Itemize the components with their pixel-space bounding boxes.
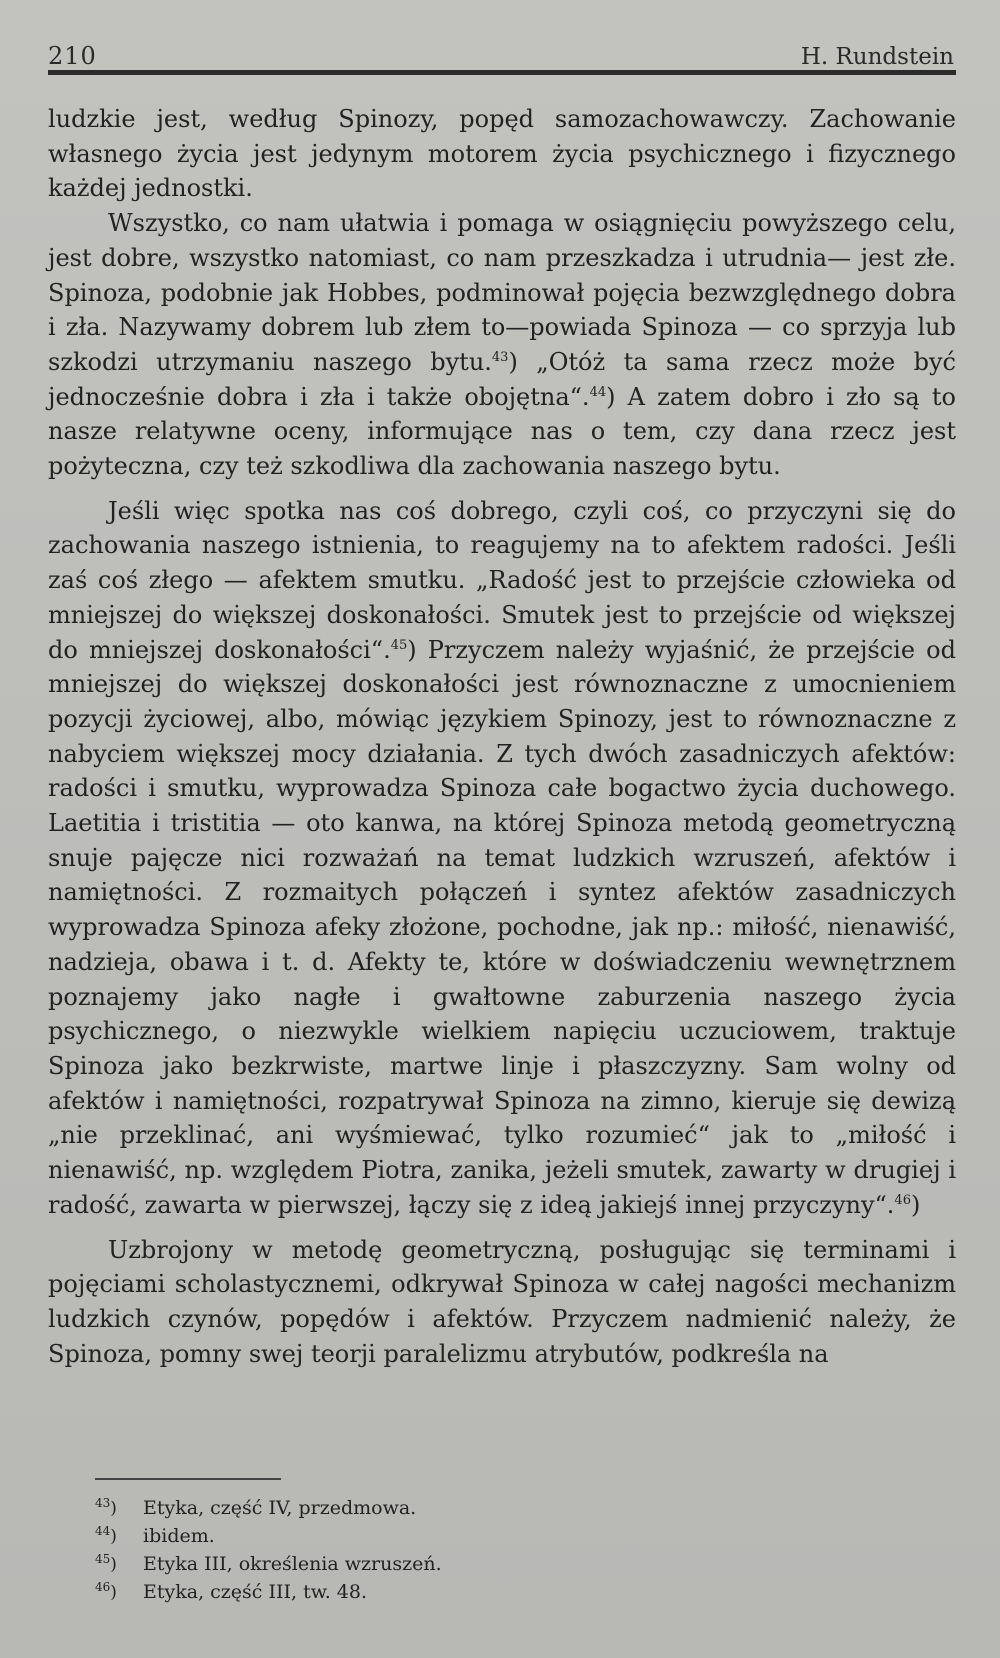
footnote-reference: 46	[894, 1192, 911, 1208]
footnote-marker: $^{43}$)	[95, 1496, 117, 1519]
footnote-reference: 45	[390, 637, 408, 653]
paragraph-text: Wszystko, co nam ułatwia i pomaga w osiągnięciu powyższego celu, jest dobre, wszystko natomiast, co nam przeszkadza i utrudnia— jest złe. Spinoza, podobnie jak Hobbes, podminował pojęcia bezwzględnego dobra i zła. Nazywamy dobrem lub złem to—powiada Spinoza — co sprzyja lub szkodzi utrzymaniu naszego bytu.	[48, 209, 956, 376]
paragraph-2	[48, 206, 956, 484]
paragraph-text: ) Przyczem należy wyjaśnić, że przejście od mniejszej do większej doskonałości jest równoznaczne z umocnieniem pozycji życiowej, albo, mówiąc językiem Spinozy, jest to równoznaczne z nabyciem większej mocy działania. Z tych dwóch zasadniczych afektów: radości i smutku, wyprowadza Spinoza całe bogactwo życia duchowego. Laetitia i tristitia — oto kanwa, na której Spinoza metodą geometryczną snuje pajęcze nici rozważań na temat ludzkich wzruszeń, afektów i namiętności. Z rozmaitych połączeń i syntez afektów zasadniczych wyprowadza Spinoza afeky złożone, pochodne, jak np.: miłość, nienawiść, nadzieja, obawa i t. d. Afekty te, które w doświadczeniu wewnętrznem poznajemy jako nagłe i gwałtowne zaburzenia naszego życia psychicznego, o niezwykle wielkiem napięciu uczuciowem, traktuje Spinoza jako bezkrwiste, martwe linje i płaszczyzny. Sam wolny od afektów i namiętności, rozpatrywał Spinoza na zimno, kieruje się dewizą „nie przeklinać, ani wyśmiewać, tylko rozumieć“ jak to „miłość i nienawiść, np. względem Piotra, zanika, jeżeli smutek, zawarty w drugiej i radość, zawarta w pierwszej, łączy się z ideą jakiejś innej przyczyny“.	[48, 635, 956, 1219]
page-header	[48, 36, 954, 70]
footnote-reference: 44	[589, 384, 607, 400]
footnote-number: 44	[95, 1524, 111, 1539]
footnote-46	[95, 1576, 795, 1604]
paragraph-text: ) A zatem dobro i zło są to nasze relatywne oceny, informujące nas o tem, czy dana rzecz jest pożyteczna, czy też szkodliwa dla zachowania naszego bytu.	[48, 382, 957, 481]
paragraph-text: ludzkie jest, według Spinozy, popęd samozachowawczy. Zachowanie własnego życia jest jedynym motorem życia psychicznego i fizycznego każdej jednostki.	[48, 105, 956, 203]
footnote-number: 45	[95, 1552, 111, 1567]
footnote-43	[95, 1492, 795, 1520]
header-rule	[48, 70, 956, 75]
body-text	[48, 102, 956, 1371]
page-number: 210	[48, 42, 97, 70]
footnote-marker: $^{45}$)	[95, 1552, 117, 1575]
footnote-text: ibidem.	[143, 1524, 215, 1547]
footnote-44	[95, 1520, 795, 1548]
running-head: H. Rundstein	[800, 44, 954, 70]
footnote-marker: $^{46}$)	[95, 1580, 117, 1604]
paragraph-text: Jeśli więc spotka nas coś dobrego, czyli coś, co przyczyni się do zachowania naszego istnienia, to reagujemy na to afektem radości. Jeśli zaś coś złego — afektem smutku. „Radość jest to przejście człowieka od mniejszej do większej doskonałości. Smutek jest to przejście od większej do mniejszej doskonałości“.	[48, 496, 956, 664]
footnote-45	[95, 1548, 795, 1576]
footnote-text: Etyka III, określenia wzruszeń.	[143, 1552, 442, 1575]
footnote-reference: 43	[491, 349, 509, 365]
footnote-number: 43	[95, 1496, 111, 1510]
paragraph-text: ) „Otóż ta sama rzecz może być jednocześnie dobra i zła i także obojętna“.	[48, 347, 956, 411]
footnote-marker: $^{44}$)	[95, 1524, 117, 1547]
paragraph-1	[48, 102, 956, 206]
paragraph-text: )	[910, 1190, 921, 1219]
paragraph-text: Uzbrojony w metodę geometryczną, posługując się terminami i pojęciami scholastycznemi, odkrywał Spinoza w całej nagości mechanizm ludzkich czynów, popędów i afektów. Przyczem nadmienić należy, że Spinoza, pomny swej teorji paralelizmu atrybutów, podkreśla na	[48, 1235, 956, 1368]
footnote-number: 46	[95, 1580, 111, 1595]
footnote-text: Etyka, część III, tw. 48.	[143, 1581, 368, 1604]
footnote-rule	[95, 1478, 281, 1480]
footnote-text: Etyka, część IV, przedmowa.	[143, 1496, 417, 1519]
paragraph-3	[48, 494, 956, 1223]
paragraph-4	[48, 1233, 956, 1372]
footnotes	[95, 1492, 795, 1605]
